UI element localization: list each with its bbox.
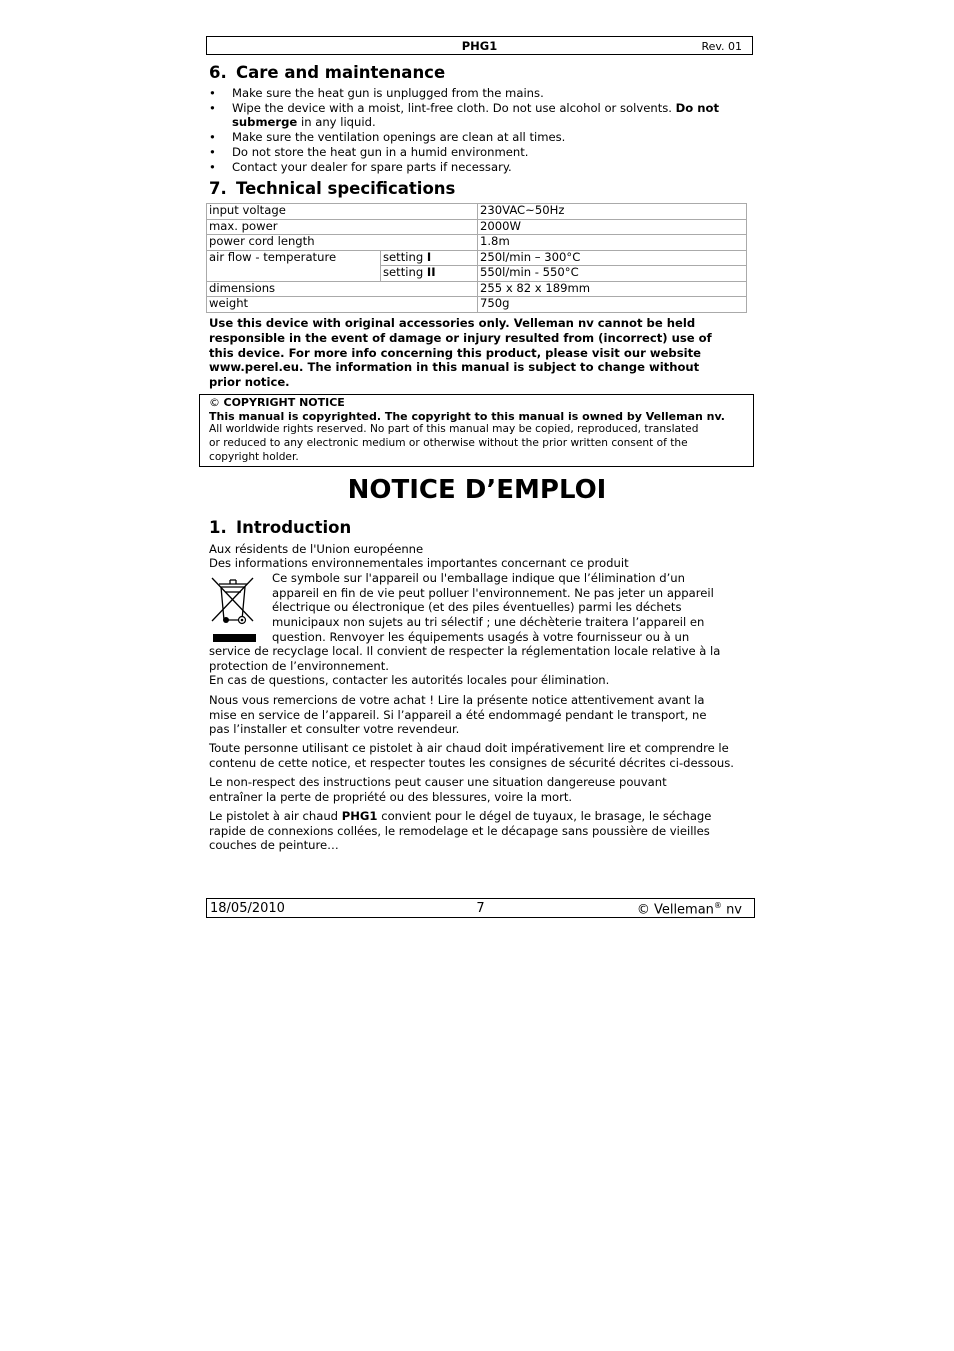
eu-residents-heading: Aux résidents de l'Union européenne [209, 542, 424, 556]
section-6-number: 6. [209, 63, 227, 82]
copyright-notice-box: © COPYRIGHT NOTICE This manual is copyrighted. The copyright to this manual is owned by Velleman nv. All worldwide rights reserved. No part of this manual may be copied, reproduced, translated or reduced to any electronic medium or otherwise without the prior written consent of the copyright holder. [199, 394, 754, 467]
page-footer [206, 898, 755, 918]
thanks-paragraph: Nous vous remercions de votre achat ! Lire la présente notice attentivement avant la mise en service de l’appareil. Si l’appareil a été endommagé pendant le transport, ne pas l’installer et consulter votre revendeur. [209, 693, 707, 737]
footer-date: 18/05/2010 [210, 901, 285, 916]
section-7-title: Technical specifications [236, 179, 456, 198]
danger-paragraph: Le non-respect des instructions peut causer une situation dangereuse pouvant entraîner la perte de propriété ou des blessures, voire la mort. [209, 775, 667, 804]
weee-paragraph-continued: service de recyclage local. Il convient de respecter la réglementation locale relative à la protection de l’environnement. [209, 644, 721, 673]
table-row: weight 750g [207, 297, 747, 313]
care-list [209, 86, 749, 174]
environment-heading: Des informations environnementales importantes concernant ce produit [209, 556, 629, 570]
introduction-heading: 1. Introduction [209, 518, 352, 537]
weee-paragraph: Ce symbole sur l'appareil ou l'emballage indique que l’élimination d’un appareil en fin de vie peut polluer l'environnement. Ne pas jeter un appareil électrique ou électronique (et des piles éventuelles) parmi les déchets municipaux non sujets au tri sélectif ; une déchèterie traitera l’appareil en question. Renvoyer les équipements usagés à votre fournisseur ou à un [272, 571, 714, 644]
header-revision: Rev. 01 [701, 40, 742, 53]
bullet-icon: • [209, 86, 216, 100]
section-7-number: 7. [209, 179, 227, 198]
table-row: setting II 550l/min - 550°C [207, 266, 747, 282]
read-paragraph: Toute personne utilisant ce pistolet à air chaud doit impérativement lire et comprendre le contenu de cette notice, et respecter toutes les consignes de sécurité décrites ci-dessous. [209, 741, 734, 770]
spec-table [206, 203, 747, 313]
section-7-heading [209, 179, 455, 198]
table-row: input voltage 230VAC~50Hz [207, 204, 747, 220]
list-item: • Wipe the device with a moist, lint-free cloth. Do not use alcohol or solvents. Do not submerge in any liquid. [209, 100, 720, 130]
weee-bin-icon [209, 574, 257, 644]
use-paragraph: Le pistolet à air chaud PHG1 convient pour le dégel de tuyaux, le brasage, le séchage rapide de connexions collées, le remodelage et le décapage sans poussière de vieilles couches de peinture… [209, 809, 712, 853]
list-item: • Contact your dealer for spare parts if necessary. [209, 159, 512, 174]
table-row: air flow - temperature setting I 250l/min – 300°C [207, 250, 747, 266]
table-row: dimensions 255 x 82 x 189mm [207, 281, 747, 297]
list-item: • Make sure the ventilation openings are clean at all times. [209, 130, 566, 145]
table-row: max. power 2000W [207, 219, 747, 235]
list-item: • Do not store the heat gun in a humid environment. [209, 144, 529, 159]
header-title: PHG1 [461, 39, 498, 53]
french-manual-title: NOTICE D’EMPLOI [347, 475, 607, 505]
page-number: 7 [476, 901, 485, 916]
bullet-icon: • [209, 159, 216, 174]
bullet-icon: • [209, 100, 216, 115]
table-row: power cord length 1.8m [207, 235, 747, 251]
questions-line: En cas de questions, contacter les autorités locales pour élimination. [209, 673, 610, 687]
section-6-heading [209, 63, 445, 82]
bullet-icon: • [209, 130, 216, 145]
list-item: • Make sure the heat gun is unplugged from the mains. [209, 86, 544, 100]
accessories-notice: Use this device with original accessories only. Velleman nv cannot be held responsible in the event of damage or injury resulted from (incorrect) use of this device. For more info concerning this product, please visit our website www.perel.eu. The information in this manual is subject to change without prior notice. [209, 316, 712, 390]
section-6-title: Care and maintenance [236, 63, 446, 82]
page-header [206, 36, 753, 55]
bullet-icon: • [209, 144, 216, 159]
footer-copyright: © Velleman® nv [636, 901, 742, 918]
